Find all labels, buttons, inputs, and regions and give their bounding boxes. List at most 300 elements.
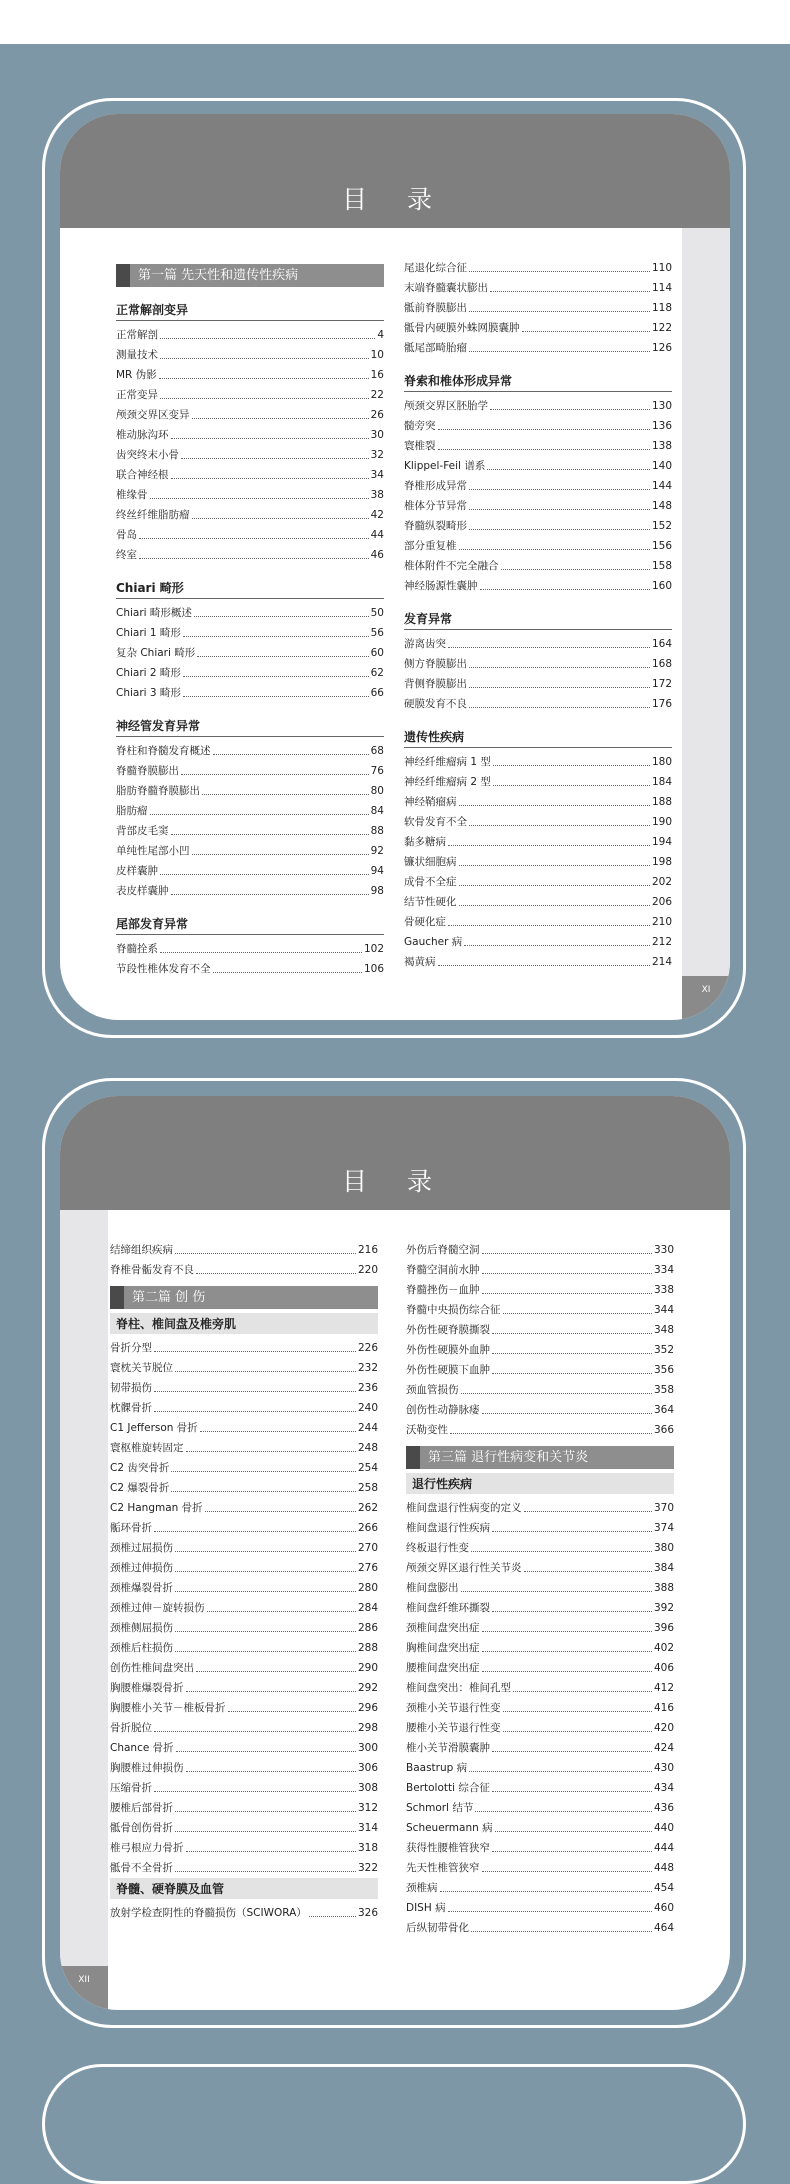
toc-entry[interactable] bbox=[404, 634, 672, 654]
entry-page-number: 454 bbox=[653, 1882, 674, 1894]
toc-entry[interactable] bbox=[404, 298, 672, 318]
toc-entry[interactable] bbox=[404, 516, 672, 536]
toc-entry[interactable] bbox=[116, 325, 384, 345]
dot-leader bbox=[160, 874, 369, 875]
toc-entry[interactable] bbox=[404, 318, 672, 338]
entry-page-number: 190 bbox=[651, 816, 672, 828]
dot-leader bbox=[490, 291, 650, 292]
dot-leader bbox=[183, 676, 369, 677]
dot-leader bbox=[154, 1391, 356, 1392]
toc-entry[interactable] bbox=[404, 952, 672, 972]
toc-entry[interactable] bbox=[404, 694, 672, 714]
toc-entry[interactable] bbox=[116, 445, 384, 465]
toc-entry[interactable] bbox=[116, 801, 384, 821]
toc-entry[interactable] bbox=[406, 1878, 674, 1898]
entry-page-number: 206 bbox=[651, 896, 672, 908]
toc-entry[interactable] bbox=[406, 1320, 674, 1340]
dot-leader bbox=[480, 589, 650, 590]
toc-entry[interactable] bbox=[110, 1418, 378, 1438]
toc-entry[interactable] bbox=[110, 1718, 378, 1738]
entry-title: 节段性椎体发育不全 bbox=[116, 963, 211, 975]
dot-leader bbox=[228, 1711, 356, 1712]
dot-leader bbox=[461, 1393, 652, 1394]
entry-title: 骨硬化症 bbox=[404, 916, 446, 928]
entry-title: 骶前脊膜膨出 bbox=[404, 302, 467, 314]
toc-entry[interactable] bbox=[406, 1360, 674, 1380]
entry-page-number: 202 bbox=[651, 876, 672, 888]
toc-entry[interactable] bbox=[404, 576, 672, 596]
toc-entry[interactable] bbox=[406, 1400, 674, 1420]
toc-entry[interactable] bbox=[110, 1260, 378, 1280]
toc-entry[interactable] bbox=[116, 405, 384, 425]
entry-title: 齿突终末小骨 bbox=[116, 449, 179, 461]
entry-page-number: 358 bbox=[653, 1384, 674, 1396]
dot-leader bbox=[482, 1671, 652, 1672]
entry-page-number: 176 bbox=[651, 698, 672, 710]
toc-entry[interactable] bbox=[404, 396, 672, 416]
entry-page-number: 210 bbox=[651, 916, 672, 928]
entry-title: 颈椎后柱损伤 bbox=[110, 1642, 173, 1654]
page-frame-next bbox=[42, 2064, 746, 2184]
dot-leader bbox=[438, 429, 650, 430]
entry-title: 颈椎病 bbox=[406, 1882, 438, 1894]
toc-entry[interactable] bbox=[110, 1638, 378, 1658]
toc-entry[interactable] bbox=[404, 258, 672, 278]
toc-entry[interactable] bbox=[110, 1458, 378, 1478]
toc-entry[interactable] bbox=[406, 1678, 674, 1698]
entry-page-number: 298 bbox=[357, 1722, 378, 1734]
dot-leader bbox=[492, 1531, 652, 1532]
dot-leader bbox=[501, 569, 650, 570]
entry-title: C1 Jefferson 骨折 bbox=[110, 1422, 198, 1434]
toc-entry[interactable] bbox=[116, 345, 384, 365]
entry-title: 颈椎爆裂骨折 bbox=[110, 1582, 173, 1594]
toc-entry[interactable] bbox=[110, 1738, 378, 1758]
toc-entry[interactable] bbox=[116, 939, 384, 959]
entry-page-number: 312 bbox=[357, 1802, 378, 1814]
entry-title: 骶骨内硬膜外蛛网膜囊肿 bbox=[404, 322, 520, 334]
entry-title: 创伤性椎间盘突出 bbox=[110, 1662, 194, 1674]
page-title: 目 录 bbox=[342, 185, 448, 214]
toc-entry[interactable] bbox=[110, 1618, 378, 1638]
entry-title: 神经鞘瘤病 bbox=[404, 796, 457, 808]
toc-page-2 bbox=[60, 1096, 730, 2010]
toc-entry[interactable] bbox=[116, 761, 384, 781]
entry-title: 腰椎小关节退行性变 bbox=[406, 1722, 501, 1734]
dot-leader bbox=[459, 865, 650, 866]
dot-leader bbox=[448, 925, 650, 926]
part-heading: 第二篇 创 伤 bbox=[110, 1286, 378, 1309]
toc-entry[interactable] bbox=[404, 496, 672, 516]
toc-entry[interactable] bbox=[116, 841, 384, 861]
toc-entry[interactable] bbox=[110, 1358, 378, 1378]
section-heading: 正常解剖变异 bbox=[116, 301, 384, 321]
toc-entry[interactable] bbox=[406, 1658, 674, 1678]
entry-page-number: 240 bbox=[357, 1402, 378, 1414]
toc-entry[interactable] bbox=[110, 1478, 378, 1498]
toc-entry[interactable] bbox=[110, 1758, 378, 1778]
toc-entry[interactable] bbox=[404, 456, 672, 476]
toc-entry[interactable] bbox=[110, 1818, 378, 1838]
entry-title: 先天性椎管狭窄 bbox=[406, 1862, 480, 1874]
entry-title: 骨折脱位 bbox=[110, 1722, 152, 1734]
dot-leader bbox=[309, 1916, 356, 1917]
toc-entry[interactable] bbox=[110, 1338, 378, 1358]
dot-leader bbox=[196, 1273, 356, 1274]
section-heading: 遗传性疾病 bbox=[404, 728, 672, 748]
toc-entry[interactable] bbox=[406, 1420, 674, 1440]
entry-title: 胸腰椎小关节－椎板骨折 bbox=[110, 1702, 226, 1714]
toc-entry[interactable] bbox=[116, 781, 384, 801]
entry-title: 联合神经根 bbox=[116, 469, 169, 481]
entry-title: 硬膜发育不良 bbox=[404, 698, 467, 710]
dot-leader bbox=[469, 529, 650, 530]
toc-entry[interactable] bbox=[406, 1260, 674, 1280]
toc-entry[interactable] bbox=[404, 674, 672, 694]
toc-entry[interactable] bbox=[116, 861, 384, 881]
dot-leader bbox=[492, 1353, 652, 1354]
toc-entry[interactable] bbox=[116, 385, 384, 405]
toc-entry[interactable] bbox=[116, 505, 384, 525]
toc-entry[interactable] bbox=[404, 278, 672, 298]
section-heading: 退行性疾病 bbox=[406, 1473, 674, 1494]
entry-title: Bertolotti 综合征 bbox=[406, 1782, 490, 1794]
entry-page-number: 286 bbox=[357, 1622, 378, 1634]
entry-page-number: 276 bbox=[357, 1562, 378, 1574]
entry-title: 背部皮毛窦 bbox=[116, 825, 169, 837]
toc-entry[interactable] bbox=[116, 485, 384, 505]
entry-page-number: 136 bbox=[651, 420, 672, 432]
dot-leader bbox=[207, 1611, 356, 1612]
entry-page-number: 430 bbox=[653, 1762, 674, 1774]
entry-title: 脊椎形成异常 bbox=[404, 480, 467, 492]
entry-title: 脊髓脊膜膨出 bbox=[116, 765, 179, 777]
entry-title: 测量技术 bbox=[116, 349, 158, 361]
toc-entry[interactable] bbox=[406, 1598, 674, 1618]
toc-entry[interactable] bbox=[116, 643, 384, 663]
toc-entry[interactable] bbox=[406, 1578, 674, 1598]
toc-entry[interactable] bbox=[406, 1698, 674, 1718]
toc-entry[interactable] bbox=[116, 683, 384, 703]
toc-entry[interactable] bbox=[404, 812, 672, 832]
toc-entry[interactable] bbox=[110, 1798, 378, 1818]
toc-entry[interactable] bbox=[406, 1838, 674, 1858]
dot-leader bbox=[503, 1711, 652, 1712]
toc-entry[interactable] bbox=[116, 623, 384, 643]
side-tab bbox=[682, 228, 730, 1020]
entry-title: 复杂 Chiari 畸形 bbox=[116, 647, 196, 659]
dot-leader bbox=[464, 945, 650, 946]
toc-entry[interactable] bbox=[404, 912, 672, 932]
toc-entry[interactable] bbox=[404, 476, 672, 496]
toc-entry[interactable] bbox=[110, 1658, 378, 1678]
entry-title: 髓旁突 bbox=[404, 420, 436, 432]
entry-page-number: 212 bbox=[651, 936, 672, 948]
dot-leader bbox=[469, 271, 650, 272]
toc-entry[interactable] bbox=[110, 1698, 378, 1718]
dot-leader bbox=[150, 498, 369, 499]
dot-leader bbox=[160, 952, 362, 953]
entry-title: 正常变异 bbox=[116, 389, 158, 401]
entry-title: 皮样囊肿 bbox=[116, 865, 158, 877]
entry-page-number: 448 bbox=[653, 1862, 674, 1874]
toc-entry[interactable] bbox=[406, 1778, 674, 1798]
dot-leader bbox=[459, 805, 650, 806]
entry-title: 脂肪脊髓脊膜膨出 bbox=[116, 785, 200, 797]
toc-entry[interactable] bbox=[404, 932, 672, 952]
toc-entry[interactable] bbox=[110, 1578, 378, 1598]
toc-entry[interactable] bbox=[110, 1378, 378, 1398]
entry-page-number: 306 bbox=[357, 1762, 378, 1774]
toc-entry[interactable] bbox=[404, 416, 672, 436]
entry-title: 寰枕关节脱位 bbox=[110, 1362, 173, 1374]
dot-leader bbox=[175, 1591, 356, 1592]
dot-leader bbox=[160, 358, 369, 359]
toc-entry[interactable] bbox=[406, 1538, 674, 1558]
toc-entry[interactable] bbox=[110, 1398, 378, 1418]
dot-leader bbox=[471, 1931, 652, 1932]
entry-page-number: 184 bbox=[651, 776, 672, 788]
toc-entry[interactable] bbox=[116, 663, 384, 683]
entry-title: 椎缘骨 bbox=[116, 489, 148, 501]
entry-page-number: 130 bbox=[651, 400, 672, 412]
dot-leader bbox=[186, 1691, 356, 1692]
toc-entry[interactable] bbox=[406, 1898, 674, 1918]
entry-title: 外伤性硬膜下血肿 bbox=[406, 1364, 490, 1376]
toc-entry[interactable] bbox=[110, 1538, 378, 1558]
dot-leader bbox=[202, 794, 369, 795]
entry-title: Chance 骨折 bbox=[110, 1742, 174, 1754]
entry-title: 外伤后脊髓空洞 bbox=[406, 1244, 480, 1256]
entry-page-number: 88 bbox=[370, 825, 384, 837]
dot-leader bbox=[154, 1791, 356, 1792]
toc-entry[interactable] bbox=[404, 654, 672, 674]
entry-title: 脊髓空洞前水肿 bbox=[406, 1264, 480, 1276]
toc-entry[interactable] bbox=[404, 852, 672, 872]
dot-leader bbox=[492, 1751, 652, 1752]
entry-title: 颅颈交界区退行性关节炎 bbox=[406, 1562, 522, 1574]
entry-title: 椎动脉沟环 bbox=[116, 429, 169, 441]
toc-entry[interactable] bbox=[406, 1280, 674, 1300]
dot-leader bbox=[175, 1871, 356, 1872]
entry-title: 骶骨创伤骨折 bbox=[110, 1822, 173, 1834]
entry-page-number: 388 bbox=[653, 1582, 674, 1594]
toc-entry[interactable] bbox=[116, 959, 384, 979]
toc-column-left bbox=[110, 1240, 378, 1923]
entry-title: 椎弓根应力骨折 bbox=[110, 1842, 184, 1854]
entry-title: 尾退化综合征 bbox=[404, 262, 467, 274]
toc-entry[interactable] bbox=[404, 436, 672, 456]
entry-page-number: 338 bbox=[653, 1284, 674, 1296]
dot-leader bbox=[176, 1751, 356, 1752]
toc-entry[interactable] bbox=[406, 1558, 674, 1578]
entry-title: DISH 病 bbox=[406, 1902, 446, 1914]
entry-page-number: 60 bbox=[370, 647, 384, 659]
toc-entry[interactable] bbox=[406, 1340, 674, 1360]
page-title: 目 录 bbox=[342, 1167, 448, 1196]
dot-leader bbox=[213, 754, 369, 755]
dot-leader bbox=[492, 1373, 652, 1374]
dot-leader bbox=[181, 774, 369, 775]
entry-page-number: 270 bbox=[357, 1542, 378, 1554]
entry-title: 骨岛 bbox=[116, 529, 137, 541]
entry-title: 骶骨不全骨折 bbox=[110, 1862, 173, 1874]
toc-entry[interactable] bbox=[406, 1758, 674, 1778]
entry-page-number: 292 bbox=[357, 1682, 378, 1694]
dot-leader bbox=[175, 1631, 356, 1632]
dot-leader bbox=[513, 1691, 652, 1692]
toc-entry[interactable] bbox=[404, 536, 672, 556]
entry-page-number: 300 bbox=[357, 1742, 378, 1754]
entry-title: 终丝纤维脂肪瘤 bbox=[116, 509, 190, 521]
toc-entry[interactable] bbox=[110, 1903, 378, 1923]
toc-entry[interactable] bbox=[110, 1858, 378, 1878]
dot-leader bbox=[469, 311, 650, 312]
toc-entry[interactable] bbox=[110, 1598, 378, 1618]
toc-entry[interactable] bbox=[406, 1858, 674, 1878]
toc-entry[interactable] bbox=[406, 1818, 674, 1838]
entry-page-number: 68 bbox=[370, 745, 384, 757]
entry-title: 颅颈交界区胚胎学 bbox=[404, 400, 488, 412]
entry-page-number: 84 bbox=[370, 805, 384, 817]
entry-title: 颈椎间盘突出症 bbox=[406, 1622, 480, 1634]
toc-entry[interactable] bbox=[116, 525, 384, 545]
toc-entry[interactable] bbox=[406, 1918, 674, 1938]
toc-entry[interactable] bbox=[110, 1518, 378, 1538]
toc-entry[interactable] bbox=[404, 556, 672, 576]
section-heading: 脊索和椎体形成异常 bbox=[404, 372, 672, 392]
entry-title: 胸腰椎过伸损伤 bbox=[110, 1762, 184, 1774]
entry-title: 颅颈交界区变异 bbox=[116, 409, 190, 421]
dot-leader bbox=[522, 331, 650, 332]
dot-leader bbox=[154, 1531, 356, 1532]
toc-entry[interactable] bbox=[404, 752, 672, 772]
entry-page-number: 318 bbox=[357, 1842, 378, 1854]
entry-title: Chiari 3 畸形 bbox=[116, 687, 181, 699]
dot-leader bbox=[192, 854, 369, 855]
entry-page-number: 62 bbox=[370, 667, 384, 679]
toc-entry[interactable] bbox=[406, 1718, 674, 1738]
entry-page-number: 314 bbox=[357, 1822, 378, 1834]
toc-entry[interactable] bbox=[406, 1498, 674, 1518]
entry-page-number: 322 bbox=[357, 1862, 378, 1874]
toc-entry[interactable] bbox=[406, 1240, 674, 1260]
entry-title: 胸腰椎爆裂骨折 bbox=[110, 1682, 184, 1694]
entry-page-number: 370 bbox=[653, 1502, 674, 1514]
entry-page-number: 396 bbox=[653, 1622, 674, 1634]
top-strip bbox=[0, 0, 790, 44]
dot-leader bbox=[469, 489, 650, 490]
dot-leader bbox=[459, 905, 650, 906]
toc-entry[interactable] bbox=[406, 1618, 674, 1638]
toc-entry[interactable] bbox=[116, 465, 384, 485]
entry-title: 侧方脊膜膨出 bbox=[404, 658, 467, 670]
entry-page-number: 34 bbox=[370, 469, 384, 481]
entry-page-number: 254 bbox=[357, 1462, 378, 1474]
entry-page-number: 10 bbox=[370, 349, 384, 361]
dot-leader bbox=[459, 549, 650, 550]
entry-page-number: 460 bbox=[653, 1902, 674, 1914]
dot-leader bbox=[175, 1253, 356, 1254]
toc-entry[interactable] bbox=[406, 1380, 674, 1400]
toc-entry[interactable] bbox=[110, 1498, 378, 1518]
toc-entry[interactable] bbox=[404, 892, 672, 912]
toc-entry[interactable] bbox=[404, 338, 672, 358]
toc-entry[interactable] bbox=[110, 1240, 378, 1260]
toc-entry[interactable] bbox=[116, 365, 384, 385]
entry-page-number: 248 bbox=[357, 1442, 378, 1454]
entry-page-number: 140 bbox=[651, 460, 672, 472]
toc-entry[interactable] bbox=[116, 545, 384, 565]
dot-leader bbox=[503, 1731, 652, 1732]
toc-entry[interactable] bbox=[406, 1738, 674, 1758]
toc-entry[interactable] bbox=[406, 1638, 674, 1658]
toc-entry[interactable] bbox=[404, 792, 672, 812]
entry-page-number: 156 bbox=[651, 540, 672, 552]
entry-page-number: 356 bbox=[653, 1364, 674, 1376]
dot-leader bbox=[450, 1433, 652, 1434]
toc-entry[interactable] bbox=[406, 1518, 674, 1538]
dot-leader bbox=[171, 834, 369, 835]
dot-leader bbox=[471, 1551, 652, 1552]
dot-leader bbox=[482, 1253, 652, 1254]
entry-title: 寰枢椎旋转固定 bbox=[110, 1442, 184, 1454]
toc-entry[interactable] bbox=[404, 872, 672, 892]
toc-entry[interactable] bbox=[116, 881, 384, 901]
dot-leader bbox=[448, 647, 650, 648]
toc-entry[interactable] bbox=[116, 603, 384, 623]
toc-entry[interactable] bbox=[110, 1678, 378, 1698]
entry-title: 软骨发育不全 bbox=[404, 816, 467, 828]
dot-leader bbox=[492, 1611, 652, 1612]
entry-page-number: 76 bbox=[370, 765, 384, 777]
entry-title: 背侧脊膜膨出 bbox=[404, 678, 467, 690]
toc-entry[interactable] bbox=[116, 821, 384, 841]
dot-leader bbox=[469, 351, 650, 352]
entry-title: Baastrup 病 bbox=[406, 1762, 468, 1774]
entry-page-number: 16 bbox=[370, 369, 384, 381]
entry-page-number: 436 bbox=[653, 1802, 674, 1814]
toc-entry[interactable] bbox=[110, 1838, 378, 1858]
toc-entry[interactable] bbox=[406, 1798, 674, 1818]
dot-leader bbox=[469, 825, 650, 826]
toc-entry[interactable] bbox=[116, 425, 384, 445]
dot-leader bbox=[448, 845, 650, 846]
toc-entry[interactable] bbox=[110, 1558, 378, 1578]
dot-leader bbox=[171, 438, 369, 439]
entry-title: 颈椎过屈损伤 bbox=[110, 1542, 173, 1554]
section-heading: 脊柱、椎间盘及椎旁肌 bbox=[110, 1313, 378, 1334]
toc-entry[interactable] bbox=[110, 1438, 378, 1458]
entry-page-number: 148 bbox=[651, 500, 672, 512]
dot-leader bbox=[475, 1811, 652, 1812]
entry-page-number: 172 bbox=[651, 678, 672, 690]
entry-page-number: 80 bbox=[370, 785, 384, 797]
dot-leader bbox=[448, 1911, 652, 1912]
entry-title: 褐黄病 bbox=[404, 956, 436, 968]
entry-page-number: 46 bbox=[370, 549, 384, 561]
toc-entry[interactable] bbox=[110, 1778, 378, 1798]
page-number: XI bbox=[682, 976, 730, 1020]
entry-title: 脂肪瘤 bbox=[116, 805, 148, 817]
toc-entry[interactable] bbox=[404, 772, 672, 792]
dot-leader bbox=[171, 894, 369, 895]
toc-column-right bbox=[404, 258, 672, 972]
toc-entry[interactable] bbox=[406, 1300, 674, 1320]
toc-entry[interactable] bbox=[116, 741, 384, 761]
entry-page-number: 188 bbox=[651, 796, 672, 808]
toc-entry[interactable] bbox=[404, 832, 672, 852]
